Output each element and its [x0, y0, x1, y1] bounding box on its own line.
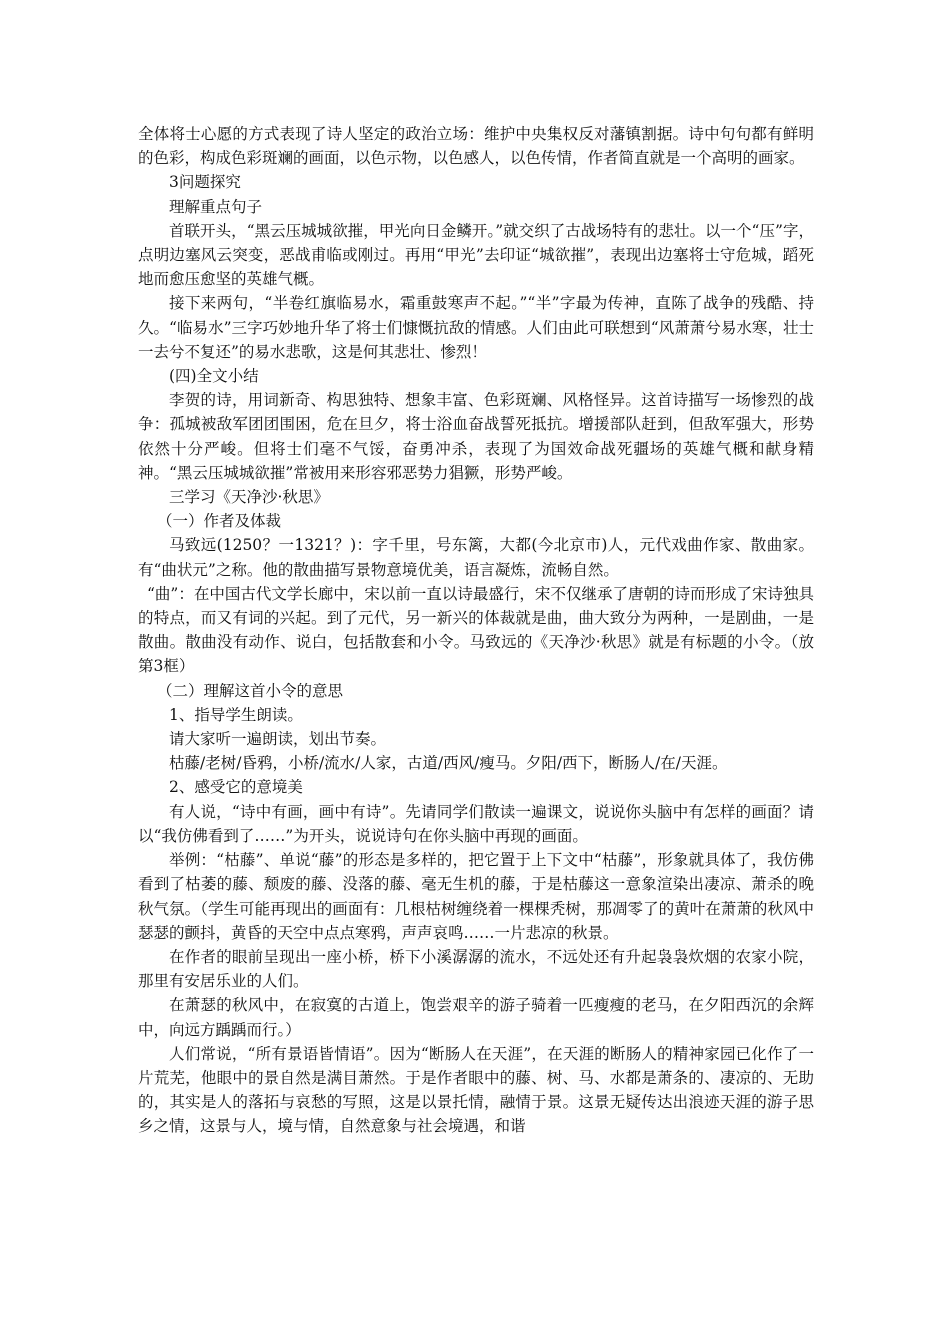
paragraph-next-two-lines: 接下来两句，“半卷红旗临易水，霜重鼓寒声不起。”“半”字最为传神，直陈了战争的残酷、持久。“临易水”三字巧妙地升华了将士们慷慨抗敌的情感。人们由此可联想到“风萧萧兮易水寒，壮士一去兮不复还”的易水悲歌，这是何其悲壮、惨烈！: [138, 294, 814, 361]
paragraph-small-bridge: 在作者的眼前呈现出一座小桥，桥下小溪潺潺的流水，不远处还有升起袅袅炊烟的农家小院，那里有安居乐业的人们。: [138, 947, 814, 991]
paragraph-ancient-road: 在萧瑟的秋风中，在寂寞的古道上，饱尝艰辛的游子骑着一匹瘦瘦的老马，在夕阳西沉的余辉中，向远方踽踽而行。）: [138, 996, 814, 1039]
paragraph-poem-rhythm: 枯藤/老树/昏鸦，小桥/流水/人家，古道/西风/瘦马。夕阳/西下，断肠人/在/天涯。: [169, 754, 728, 773]
document-page: [138, 122, 814, 1139]
paragraph-poetry-painting: 有人说，“诗中有画，画中有诗”。先请同学们散读一遍课文，说说你头脑中有怎样的画面？请以“我仿佛看到了……”为开头，说说诗句在你头脑中再现的画面。: [138, 802, 814, 845]
paragraph-political-stance: 全体将士心愿的方式表现了诗人坚定的政治立场：维护中央集权反对藩镇割据。诗中句句都有鲜明的色彩，构成色彩斑斓的画面，以色示物，以色感人，以色传情，作者简直就是一个高明的画家。: [138, 125, 814, 168]
subheading-key-sentences: 理解重点句子: [169, 197, 263, 216]
step-feel-imagery: 2、感受它的意境美: [169, 778, 303, 797]
paragraph-qu-genre: “曲”：在中国古代文学长廊中，宋以前一直以诗最盛行，宋不仅继承了唐朝的诗而形成了宋诗独具的特点，而又有词的兴起。到了元代，另一新兴的体裁就是曲，曲大致分为两种，一是剧曲，一是散曲。散曲没有动作、说白，包括散套和小令。马致远的《天净沙·秋思》就是有标题的小令。（放第3框）: [138, 584, 814, 676]
step-guide-reading: 1、指导学生朗读。: [169, 705, 303, 724]
paragraph-first-couplet: 首联开头，“黑云压城城欲摧，甲光向日金鳞开。”就交织了古战场特有的悲壮。以一个“压”字，点明边塞风云突变，恶战甫临或刚过。再用“甲光”去印证“城欲摧”，表现出边塞将士守危城，蹈死地而愈压愈坚的英雄气概。: [138, 221, 814, 289]
paragraph-summary: 李贺的诗，用词新奇、构思独特、想象丰富、色彩斑斓、风格怪异。这首诗描写一场惨烈的战争：孤城被敌军团团围困，危在旦夕，将士浴血奋战誓死抵抗。增援部队赶到，但敌军强大，形势依然十分严峻。但将士们毫不气馁，奋勇冲杀，表现了为国效命战死疆场的英雄气概和献身精神。“黑云压城城欲摧”常被用来形容邪恶势力猖獗，形势严峻。: [138, 391, 814, 482]
section-heading-summary: (四)全文小结: [169, 367, 259, 386]
paragraph-listen-rhythm: 请大家听一遍朗读，划出节奏。: [169, 730, 387, 749]
section-heading-tianjingsha: 三学习《天净沙·秋思》: [169, 488, 329, 507]
subheading-understand-meaning: （二）理解这首小令的意思: [157, 681, 344, 700]
section-heading-problem-inquiry: 3问题探究: [169, 173, 241, 192]
subheading-author-genre: （一）作者及体裁: [157, 512, 282, 531]
paragraph-example-vine: 举例：“枯藤”、单说“藤”的形态是多样的，把它置于上下文中“枯藤”，形象就具体了，我仿佛看到了枯萎的藤、颓废的藤、没落的藤、毫无生机的藤，于是枯藤这一意象渲染出凄凉、萧杀的晚秋气氛。（学生可能再现出的画面有：几根枯树缠绕着一棵棵秃树，那凋零了的黄叶在萧萧的秋风中瑟瑟的颤抖，黄昏的天空中点点寒鸦，声声哀鸣……一片悲凉的秋景。: [138, 851, 814, 942]
paragraph-ma-zhiyuan: 马致远(1250？一1321？)：字千里，号东篱，大都(今北京市)人，元代戏曲作家、散曲家。有“曲状元”之称。他的散曲描写景物意境优美，语言凝炼，流畅自然。: [138, 536, 814, 579]
paragraph-scenery-emotion: 人们常说，“所有景语皆情语”。因为“断肠人在天涯”，在天涯的断肠人的精神家园已化作了一片荒芜，他眼中的景自然是满目萧然。于是作者眼中的藤、树、马、水都是萧条的、凄凉的、无助的，其实是人的落拓与哀愁的写照，这是以景托情，融情于景。这景无疑传达出浪迹天涯的游子思乡之情，这景与人，境与情，自然意象与社会境遇，和谐: [138, 1044, 814, 1136]
